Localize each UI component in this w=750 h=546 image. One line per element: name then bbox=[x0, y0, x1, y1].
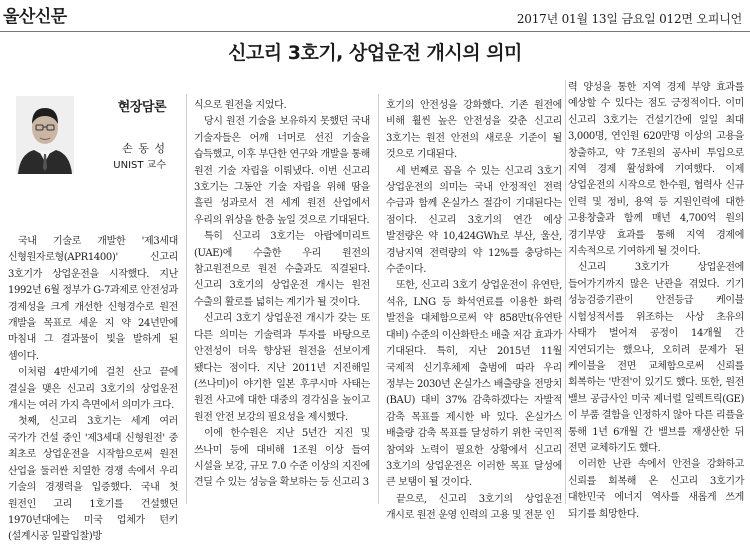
paragraph: 또한, 신고리 3호기 상업운전이 유연탄, 석유, LNG 등 화석연료를 이용한 화력 발전을 대체함으로써 약 858만t(유연탄 대비) 수준의 이산화탄소 배출 저감 효과가 기대된다. 특히, 지난 2015년 11월 국제적 신기후체제 출범에 따라 우리 정부는 2030년 온실가스 배출량을 전망치(BAU) 대비 37% 감축하겠다는 자발적 감축 목표를 제시한 바 있다. 온실가스 배출량 감축 목표를 달성하기 위한 국민적 참여와 노력이 필요한 상황에서 신고리 3호기의 상업운전은 이러한 목표 달성에 큰 보탬이 될 것이다. bbox=[386, 280, 562, 489]
column-divider bbox=[378, 94, 379, 504]
author-name: 손 동 성 bbox=[122, 142, 166, 155]
paragraph: 력 양성을 통한 지역 경제 부양 효과를 예상할 수 있다는 점도 긍정적이다. 이미 신고리 3호기는 건설기간에 일일 최대 3,000명, 연인원 620만명 이상의 고용을 창출하고, 약 7조원의 공사비 투입으로 지역 경제 활성화에 기여했다. 이제 상업운전의 시작으로 한수원, 협력사 신규 인력 및 정비, 용역 등 지원인력에 대한 고용창출과 함께 매년 4,700억 원의 경기부양 효과를 통해 지역 경제에 지속적으로 기여하게 될 것이다. bbox=[568, 82, 744, 258]
paragraph: 이러한 난관 속에서 안전을 강화하고 신뢰를 회복해 온 신고리 3호기가 대한민국 에너지 역사를 새롭게 쓰게 되기를 희망한다. bbox=[568, 459, 744, 520]
paragraph: 이처럼 4반세기에 걸친 산고 끝에 결실을 맺은 신고리 3호기의 상업운전 개시는 여러 가지 측면에서 의미가 크다. bbox=[8, 367, 178, 412]
article-column-4 bbox=[568, 80, 744, 520]
paragraph: 끝으로, 신고리 3호기의 상업운전 개시로 원전 운영 인력의 고용 및 전문 인 bbox=[386, 493, 562, 522]
column-divider bbox=[186, 94, 187, 504]
masthead-rule bbox=[0, 31, 750, 32]
masthead bbox=[0, 0, 750, 30]
paragraph: 식으로 원전을 지었다. bbox=[194, 100, 287, 111]
author-title: UNIST 교수 bbox=[113, 160, 166, 171]
paragraph: 당시 원전 기술을 보유하지 못했던 국내 기술자들은 어깨 너머로 선진 기술을 습득했고, 이후 부단한 연구와 개발을 통해 원전 기술 자립을 이뤄냈다. 이번 신고리 3호기는 그동안 기술 자립을 위해 땀을 흘린 성과로서 전 세계 원전 산업에서 우리의 위상을 한층 높일 것으로 기대된다. bbox=[194, 116, 370, 226]
paragraph: 국내 기술로 개발한 '제3세대 신형원자로형(APR1400)' 신고리 3호기가 상업운전을 시작했다. 지난 1992년 6월 정부가 G-7과제로 안전성과 경제성을 크게 개선한 신형경수로 원전 개발을 목표로 세운 지 약 24년만에 마침내 그 결과물이 빛을 발하게 된 셈이다. bbox=[8, 236, 178, 362]
article-column-1 bbox=[8, 234, 178, 543]
newspaper-name: 울산신문 bbox=[3, 7, 67, 27]
paragraph: 세 번째로 꼽을 수 있는 신고리 3호기 상업운전의 의미는 국내 안정적인 전력 수급과 함께 온실가스 절감이 기대된다는 점이다. 신고리 3호기의 연간 예상 발전량은 약 10,424GWh로 부산, 울산, 경남지역 전력량의 약 12%를 충당하는 수준이다. bbox=[386, 165, 562, 276]
paragraph: 신고리 3호기 상업운전 개시가 갖는 또 다른 의미는 기술력과 투자를 바탕으로 안전성이 더욱 향상된 원전을 선보이게 됐다는 점이다. 지난 2011년 지진해일(쓰나미)이 야기한 일본 후쿠시마 사태는 원전 사고에 대한 대중의 경각심을 높이고 원전 안전 보강의 필요성을 제시했다. bbox=[194, 313, 370, 423]
article-headline: 신고리 3호기, 상업운전 개시의 의미 bbox=[228, 42, 522, 64]
author-box bbox=[8, 96, 170, 178]
paragraph: 첫째, 신고리 3호기는 세계 여러 국가가 건설 중인 '제3세대 신형원전' 중 최초로 상업운전을 시작함으로써 원전 산업을 둘러싼 치열한 경쟁 속에서 우리 기술의 경쟁력을 입증했다. 국내 첫 원전인 고리 1호기를 건설했던 1970년대에는 미국 업체가 턴키(설계시공 일괄입찰)방 bbox=[8, 416, 178, 543]
column-divider bbox=[565, 80, 566, 504]
dateline: 2017년 01월 13일 금요일 012면 오피니언 bbox=[516, 12, 742, 26]
column-label: 현장담론 bbox=[117, 100, 166, 115]
paragraph: 호기의 안전성을 강화했다. 기존 원전에 비해 훨씬 높은 안전성을 갖춘 신고리 3호기는 원전 안전의 새로운 기준이 될 것으로 기대된다. bbox=[386, 100, 562, 161]
paragraph: 이에 한수원은 지난 5년간 지진 및 쓰나미 등에 대비해 1조원 이상 들여 시설을 보강, 규모 7.0 수준 이상의 지진에 견딜 수 있는 성능을 확보하는 등 신고리 3 bbox=[194, 428, 370, 489]
author-photo bbox=[16, 96, 74, 174]
paragraph: 특히 신고리 3호기는 아랍에미리트(UAE)에 수출한 우리 원전의 참고원전으로 원전 수출과도 직결된다. 신고리 3호기의 상업운전 개시는 원전 수출의 활로를 넓히는 계기가 될 것이다. bbox=[194, 231, 370, 308]
article-column-2 bbox=[194, 98, 370, 504]
paragraph: 신고리 3호기가 상업운전에 들어가기까지 많은 난관을 겪었다. 기기 성능검증기관이 안전등급 케이블 시험성적서를 위조하는 사상 초유의 사태가 벌어져 공정이 14개월 간 지연되기는 했으나, 오히려 문제가 된 케이블을 전면 교체함으로써 신뢰를 회복하는 '반전'이 있기도 했다. 또한, 원전 밸브 공급사인 미국 제너럴 일렉트릭(GE)이 부품 결함을 인정하지 않아 다른 리플을 통해 1년 6개월 간 밸브를 재생산한 뒤 전면 교체하기도 했다. bbox=[568, 262, 744, 454]
article-column-3 bbox=[386, 98, 562, 522]
